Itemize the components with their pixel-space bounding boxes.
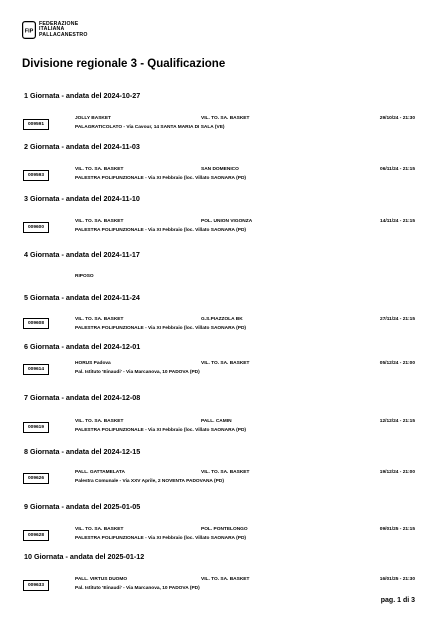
round-title: 10 Giornata - andata del 2025-01-12 xyxy=(24,552,145,561)
home-team: VIL. TO. SA. BASKET xyxy=(75,317,124,322)
home-team: HORUS Padova xyxy=(75,361,111,366)
away-team: VIL. TO. SA. BASKET xyxy=(201,577,250,582)
game-datetime: 27/11/24 - 21:15 xyxy=(380,317,415,322)
away-team: VIL. TO. SA. BASKET xyxy=(201,361,250,366)
home-team: JOLLY BASKET xyxy=(75,116,111,121)
round-title: 8 Giornata - andata del 2024-12-15 xyxy=(24,447,141,456)
svg-text:FIP: FIP xyxy=(24,28,34,35)
home-team: VIL. TO. SA. BASKET xyxy=(75,219,124,224)
venue: PALESTRA POLIFUNZIONALE - Via XI Febbraio (loc. Villato SAONARA (PD) xyxy=(75,176,247,181)
org-line-2: ITALIANA xyxy=(39,26,65,33)
venue: Palestra Comunale - Via XXV Aprile, 2 NOVENTA PADOVANA (PD) xyxy=(75,479,224,484)
away-team: POL. PONTELONGO xyxy=(201,527,248,532)
home-team: PALL. VIRTUS DUOMO xyxy=(75,577,128,582)
game-datetime: 14/11/24 - 21:15 xyxy=(380,219,415,224)
game-code: 009633 xyxy=(23,580,49,591)
game-datetime: 06/11/24 - 21:15 xyxy=(380,167,415,172)
round-title: 1 Giornata - andata del 2024-10-27 xyxy=(24,91,141,100)
home-team: VIL. TO. SA. BASKET xyxy=(75,527,124,532)
game-datetime: 19/12/24 - 21:00 xyxy=(379,470,415,475)
home-team: PALL. GATTAMELATA xyxy=(75,470,125,475)
game-datetime: 29/10/24 - 21:30 xyxy=(379,116,415,121)
game-code: 009628 xyxy=(23,530,49,541)
page-number: pag. 1 di 3 xyxy=(380,597,415,604)
fip-logo xyxy=(22,21,88,39)
away-team: VIL. TO. SA. BASKET xyxy=(201,470,250,475)
riposo-label: RIPOSO xyxy=(75,274,94,279)
venue: PALAGRATICOLATO - Via Cavour, 14 SANTA MARIA DI SALA (VE) xyxy=(75,125,225,130)
home-team: VIL. TO. SA. BASKET xyxy=(75,419,124,424)
game-datetime: 16/01/25 - 21:30 xyxy=(379,577,415,582)
org-name xyxy=(39,22,88,39)
away-team: PALL. CAMIN xyxy=(201,419,232,424)
page-title: Divisione regionale 3 - Qualificazione xyxy=(22,58,226,70)
game-datetime: 05/12/24 - 21:00 xyxy=(379,361,415,366)
venue: PALESTRA POLIFUNZIONALE - Via XI Febbraio (loc. Villato SAONARA (PD) xyxy=(75,428,247,433)
home-team: VIL. TO. SA. BASKET xyxy=(75,167,124,172)
round-title: 7 Giornata - andata del 2024-12-08 xyxy=(24,393,141,402)
game-datetime: 12/12/24 - 21:15 xyxy=(379,419,415,424)
venue: Pal. Istituto 'Einaudi' - Via Marcanova, 10 PADOVA (PD) xyxy=(75,586,200,591)
round-title: 6 Giornata - andata del 2024-12-01 xyxy=(24,342,141,351)
away-team: POL. UNION VIGONZA xyxy=(201,219,253,224)
venue: Pal. Istituto 'Einaudi' - Via Marcanova, 10 PADOVA (PD) xyxy=(75,370,200,375)
fip-logo-icon xyxy=(22,21,36,39)
round-title: 9 Giornata - andata del 2025-01-05 xyxy=(24,502,141,511)
game-code: 009593 xyxy=(23,170,49,181)
venue: PALESTRA POLIFUNZIONALE - Via XI Febbraio (loc. Villato SAONARA (PD) xyxy=(75,228,247,233)
away-team: VIL. TO. SA. BASKET xyxy=(201,116,250,121)
org-line-3: PALLACANESTRO xyxy=(39,31,88,38)
game-code: 009600 xyxy=(23,222,49,233)
away-team: SAN DOMENICO xyxy=(201,167,239,172)
away-team: G.S.PIAZZOLA BK xyxy=(201,317,243,322)
game-datetime: 09/01/25 - 21:15 xyxy=(379,527,415,532)
game-code: 009619 xyxy=(23,422,49,433)
game-code: 009614 xyxy=(23,364,49,375)
org-line-1: FEDERAZIONE xyxy=(39,20,79,27)
venue: PALESTRA POLIFUNZIONALE - Via XI Febbraio (loc. Villato SAONARA (PD) xyxy=(75,536,247,541)
round-title: 4 Giornata - andata del 2024-11-17 xyxy=(24,250,140,259)
game-code: 009626 xyxy=(23,473,49,484)
round-title: 3 Giornata - andata del 2024-11-10 xyxy=(24,194,140,203)
game-code: 009591 xyxy=(23,119,49,130)
venue: PALESTRA POLIFUNZIONALE - Via XI Febbraio (loc. Villato SAONARA (PD) xyxy=(75,326,247,331)
round-title: 5 Giornata - andata del 2024-11-24 xyxy=(24,293,140,302)
game-code: 009608 xyxy=(23,318,49,329)
round-title: 2 Giornata - andata del 2024-11-03 xyxy=(24,142,140,151)
